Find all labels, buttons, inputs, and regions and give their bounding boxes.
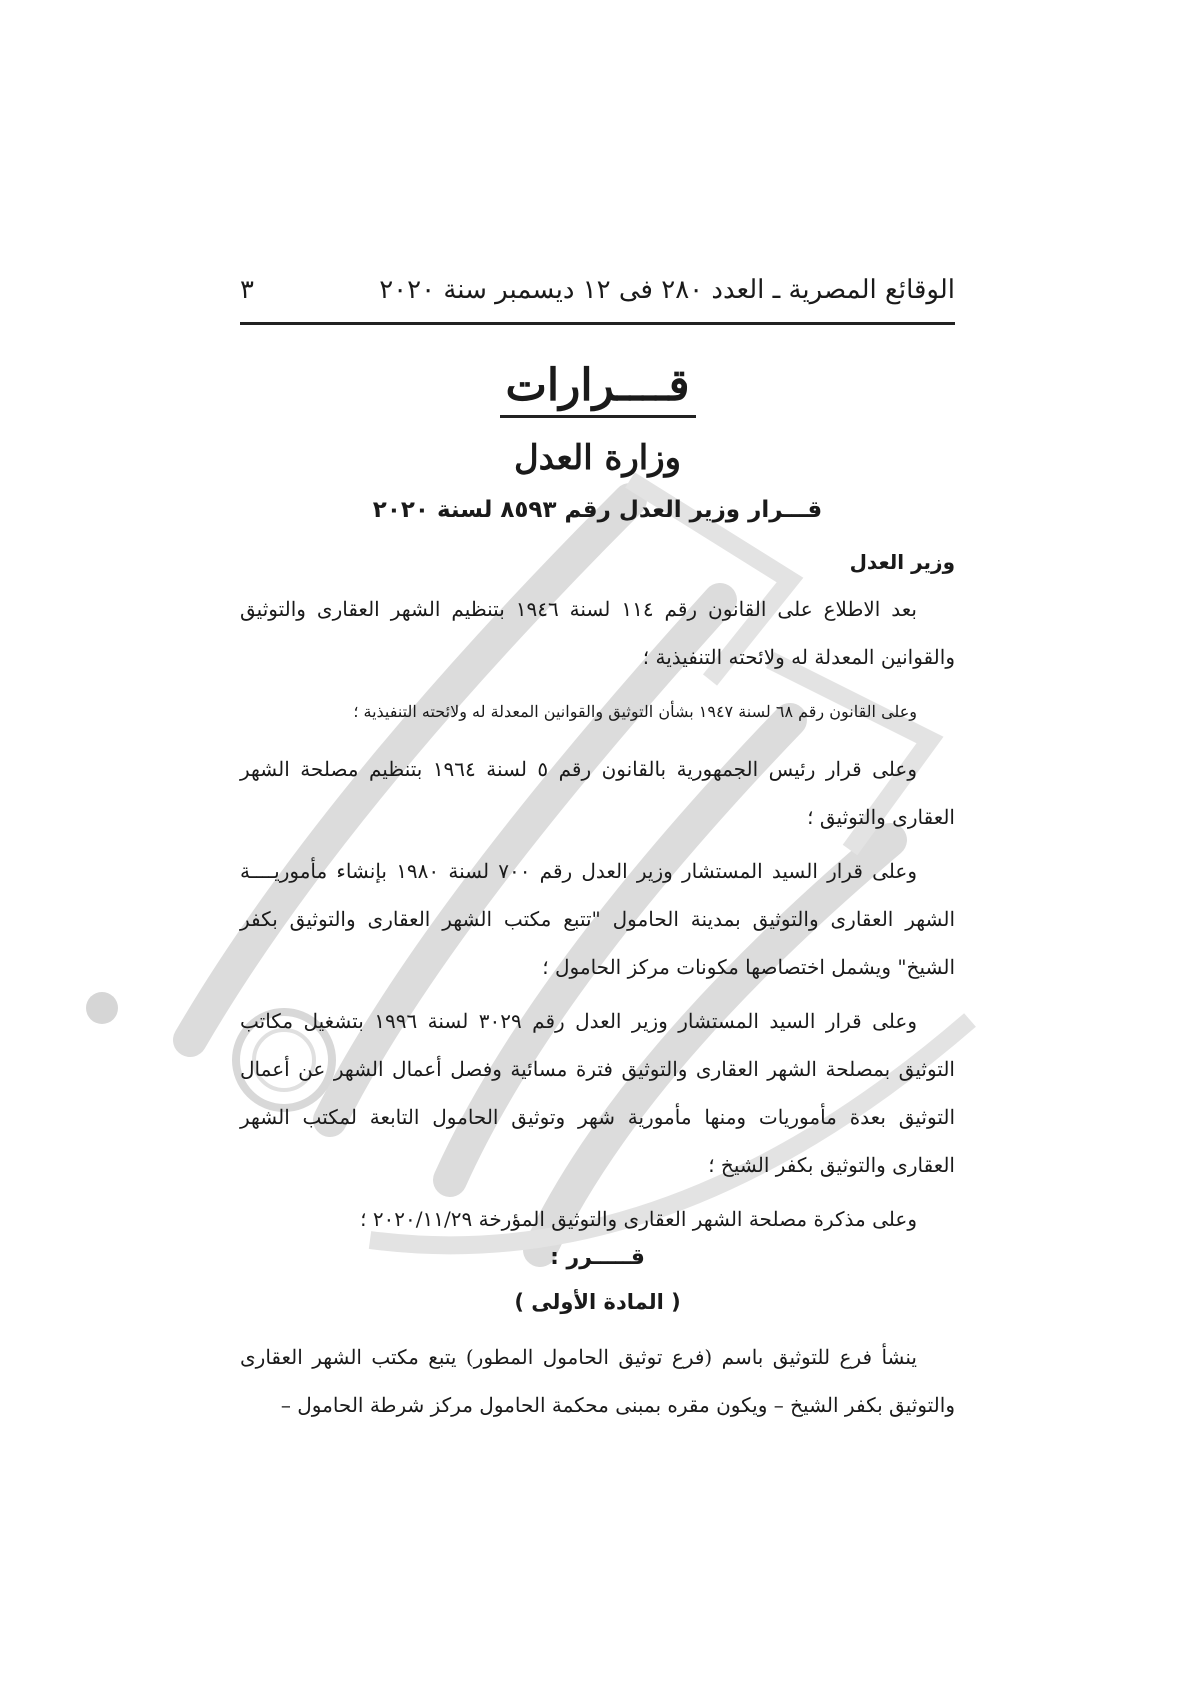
running-header [240, 268, 955, 312]
ministry-title: وزارة العدل [513, 438, 682, 478]
paragraph-1 [240, 585, 955, 681]
header-divider [240, 322, 955, 325]
paragraph-5 [240, 997, 955, 1189]
paragraph-6 [240, 1195, 955, 1243]
paragraph-2 [240, 697, 955, 727]
section-title [240, 360, 955, 411]
paragraph-2-text: وعلى القانون رقم ٦٨ لسنة ١٩٤٧ بشأن التوثيق والقوانين المعدلة له ولائحته التنفيذية ؛ [353, 702, 917, 721]
paragraph-5-text: وعلى قرار السيد المستشار وزير العدل رقم ٣٠٢٩ لسنة ١٩٩٦ بتشغيل مكاتب التوثيق بمصلحة الشهر العقارى والتوثيق فترة مسائية وفصل أعمال الشهر عن أعمال التوثيق بعدة مأموريات ومنها مأمورية شهر وتوثيق الحامول التابعة لمكتب الشهر العقارى والتوثيق بكفر الشيخ ؛ [240, 1009, 955, 1177]
page-number: ٣ [240, 275, 254, 305]
paragraph-3 [240, 745, 955, 841]
article-heading: ( المادة الأولى ) [514, 1290, 681, 1314]
paragraph-3-text: وعلى قرار رئيس الجمهورية بالقانون رقم ٥ لسنة ١٩٦٤ بتنظيم مصلحة الشهر العقارى والتوثيق ؛ [240, 757, 955, 829]
decided-heading: قـــــرر : [550, 1245, 645, 1270]
paragraph-6-text: وعلى مذكرة مصلحة الشهر العقارى والتوثيق المؤرخة ٢٠٢٠/١١/٢٩ ؛ [360, 1207, 917, 1231]
article-1-text: ينشأ فرع للتوثيق باسم (فرع توثيق الحامول المطور) يتبع مكتب الشهر العقارى والتوثيق بكفر الشيخ – ويكون مقره بمبنى محكمة الحامول مركز شرطة الحامول – [240, 1345, 955, 1417]
section-title-text: قــــرارات [500, 360, 696, 418]
article-1-body [240, 1333, 955, 1429]
header-title: الوقائع المصرية ـ العدد ٢٨٠ فى ١٢ ديسمبر سنة ٢٠٢٠ [379, 275, 955, 305]
paragraph-1-text: بعد الاطلاع على القانون رقم ١١٤ لسنة ١٩٤٦ بتنظيم الشهر العقارى والتوثيق والقوانين المعدلة له ولائحته التنفيذية ؛ [240, 597, 955, 669]
paragraph-4-text: وعلى قرار السيد المستشار وزير العدل رقم ٧٠٠ لسنة ١٩٨٠ بإنشاء مأموريــــة الشهر العقارى والتوثيق بمدينة الحامول "تتبع مكتب الشهر العقارى والتوثيق بكفر الشيخ" ويشمل اختصاصها مكونات مركز الحامول ؛ [240, 859, 955, 979]
decree-title: قـــرار وزير العدل رقم ٨٥٩٣ لسنة ٢٠٢٠ [372, 497, 823, 523]
paragraph-4 [240, 847, 955, 991]
signatory-label: وزير العدل [849, 550, 955, 574]
